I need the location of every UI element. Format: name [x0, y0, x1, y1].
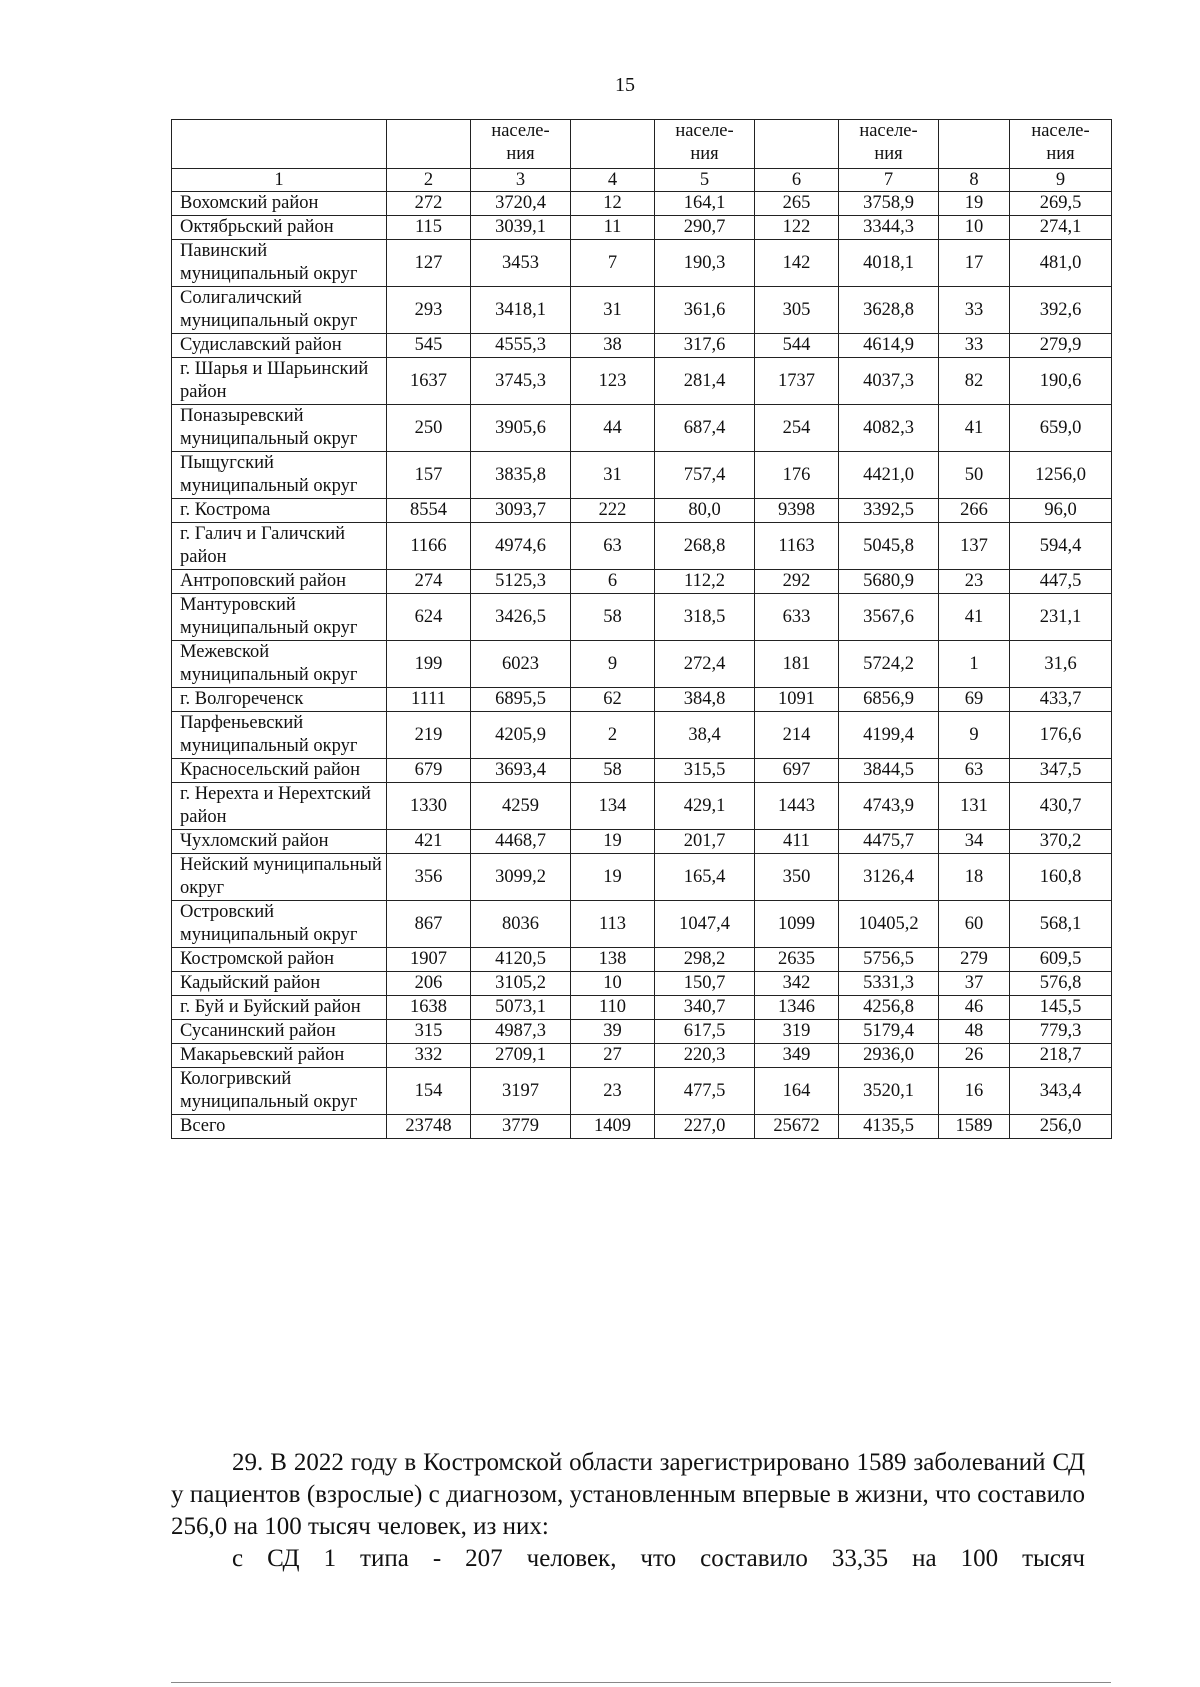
- value-cell: 62: [571, 688, 655, 712]
- header-cell: [571, 120, 655, 169]
- value-cell: 430,7: [1010, 783, 1112, 830]
- district-name-cell: Кадыйский район: [172, 972, 387, 996]
- value-cell: 69: [939, 688, 1010, 712]
- table-row: [172, 287, 1112, 334]
- paragraph-type1: с СД 1 типа - 207 человек, что составило 33,35 на 100 тысяч: [232, 1545, 1085, 1572]
- value-cell: 281,4: [655, 358, 755, 405]
- district-name-cell: Чухломский район: [172, 830, 387, 854]
- value-cell: 4082,3: [839, 405, 939, 452]
- value-cell: 3745,3: [471, 358, 571, 405]
- value-cell: 31,6: [1010, 641, 1112, 688]
- value-cell: 633: [755, 594, 839, 641]
- table-row: [172, 901, 1112, 948]
- district-name-cell: Всего: [172, 1115, 387, 1139]
- value-cell: 3093,7: [471, 499, 571, 523]
- value-cell: 617,5: [655, 1020, 755, 1044]
- value-cell: 274,1: [1010, 216, 1112, 240]
- value-cell: 219: [387, 712, 471, 759]
- value-cell: 2709,1: [471, 1044, 571, 1068]
- value-cell: 110: [571, 996, 655, 1020]
- district-name-cell: Мантуровский муниципальный округ: [172, 594, 387, 641]
- value-cell: 157: [387, 452, 471, 499]
- value-cell: 1: [939, 641, 1010, 688]
- value-cell: 1047,4: [655, 901, 755, 948]
- value-cell: 18: [939, 854, 1010, 901]
- value-cell: 3628,8: [839, 287, 939, 334]
- value-cell: 176,6: [1010, 712, 1112, 759]
- value-cell: 6: [571, 570, 655, 594]
- value-cell: 164,1: [655, 192, 755, 216]
- value-cell: 160,8: [1010, 854, 1112, 901]
- value-cell: 80,0: [655, 499, 755, 523]
- value-cell: 44: [571, 405, 655, 452]
- value-cell: 3835,8: [471, 452, 571, 499]
- value-cell: 190,6: [1010, 358, 1112, 405]
- table-row: [172, 216, 1112, 240]
- value-cell: 23748: [387, 1115, 471, 1139]
- value-cell: 5680,9: [839, 570, 939, 594]
- value-cell: 315,5: [655, 759, 755, 783]
- value-cell: 609,5: [1010, 948, 1112, 972]
- value-cell: 1737: [755, 358, 839, 405]
- value-cell: 26: [939, 1044, 1010, 1068]
- header-cell: населе- ния: [839, 120, 939, 169]
- value-cell: 1111: [387, 688, 471, 712]
- column-number-cell: 4: [571, 169, 655, 192]
- value-cell: 9: [939, 712, 1010, 759]
- value-cell: 4743,9: [839, 783, 939, 830]
- value-cell: 3426,5: [471, 594, 571, 641]
- value-cell: 1166: [387, 523, 471, 570]
- value-cell: 279,9: [1010, 334, 1112, 358]
- value-cell: 165,4: [655, 854, 755, 901]
- value-cell: 1409: [571, 1115, 655, 1139]
- value-cell: 8036: [471, 901, 571, 948]
- value-cell: 4259: [471, 783, 571, 830]
- value-cell: 58: [571, 594, 655, 641]
- value-cell: 545: [387, 334, 471, 358]
- value-cell: 3520,1: [839, 1068, 939, 1115]
- value-cell: 3099,2: [471, 854, 571, 901]
- value-cell: 96,0: [1010, 499, 1112, 523]
- value-cell: 48: [939, 1020, 1010, 1044]
- value-cell: 318,5: [655, 594, 755, 641]
- value-cell: 25672: [755, 1115, 839, 1139]
- value-cell: 1091: [755, 688, 839, 712]
- value-cell: 370,2: [1010, 830, 1112, 854]
- district-name-cell: Красносельский район: [172, 759, 387, 783]
- value-cell: 10: [939, 216, 1010, 240]
- value-cell: 697: [755, 759, 839, 783]
- value-cell: 122: [755, 216, 839, 240]
- district-name-cell: Парфеньевский муниципальный округ: [172, 712, 387, 759]
- value-cell: 347,5: [1010, 759, 1112, 783]
- value-cell: 411: [755, 830, 839, 854]
- table-row: [172, 1020, 1112, 1044]
- value-cell: 1907: [387, 948, 471, 972]
- value-cell: 3720,4: [471, 192, 571, 216]
- value-cell: 58: [571, 759, 655, 783]
- table-row: [172, 830, 1112, 854]
- column-number-cell: 9: [1010, 169, 1112, 192]
- value-cell: 1330: [387, 783, 471, 830]
- district-name-cell: Нейский муниципальный округ: [172, 854, 387, 901]
- value-cell: 266: [939, 499, 1010, 523]
- value-cell: 17: [939, 240, 1010, 287]
- value-cell: 433,7: [1010, 688, 1112, 712]
- table-row: [172, 972, 1112, 996]
- header-cell: [172, 120, 387, 169]
- value-cell: 19: [571, 854, 655, 901]
- value-cell: 2: [571, 712, 655, 759]
- value-cell: 3844,5: [839, 759, 939, 783]
- district-name-cell: Островский муниципальный округ: [172, 901, 387, 948]
- value-cell: 867: [387, 901, 471, 948]
- value-cell: 222: [571, 499, 655, 523]
- district-name-cell: Поназыревский муниципальный округ: [172, 405, 387, 452]
- value-cell: 4987,3: [471, 1020, 571, 1044]
- value-cell: 250: [387, 405, 471, 452]
- table-row: [172, 192, 1112, 216]
- table-row: [172, 405, 1112, 452]
- table-row: [172, 1068, 1112, 1115]
- value-cell: 4555,3: [471, 334, 571, 358]
- value-cell: 272,4: [655, 641, 755, 688]
- value-cell: 1346: [755, 996, 839, 1020]
- value-cell: 218,7: [1010, 1044, 1112, 1068]
- value-cell: 3039,1: [471, 216, 571, 240]
- value-cell: 19: [939, 192, 1010, 216]
- body-text: [171, 1447, 1085, 1575]
- district-name-cell: Октябрьский район: [172, 216, 387, 240]
- value-cell: 38: [571, 334, 655, 358]
- district-name-cell: Пыщугский муниципальный округ: [172, 452, 387, 499]
- value-cell: 19: [571, 830, 655, 854]
- value-cell: 4199,4: [839, 712, 939, 759]
- value-cell: 268,8: [655, 523, 755, 570]
- value-cell: 33: [939, 334, 1010, 358]
- value-cell: 4256,8: [839, 996, 939, 1020]
- value-cell: 361,6: [655, 287, 755, 334]
- value-cell: 447,5: [1010, 570, 1112, 594]
- column-number-cell: 6: [755, 169, 839, 192]
- value-cell: 23: [939, 570, 1010, 594]
- value-cell: 5756,5: [839, 948, 939, 972]
- value-cell: 3693,4: [471, 759, 571, 783]
- value-cell: 256,0: [1010, 1115, 1112, 1139]
- table-row: [172, 854, 1112, 901]
- district-name-cell: г. Кострома: [172, 499, 387, 523]
- value-cell: 5331,3: [839, 972, 939, 996]
- value-cell: 190,3: [655, 240, 755, 287]
- value-cell: 1637: [387, 358, 471, 405]
- value-cell: 279: [939, 948, 1010, 972]
- value-cell: 27: [571, 1044, 655, 1068]
- bottom-rule: [171, 1682, 1111, 1683]
- value-cell: 11: [571, 216, 655, 240]
- value-cell: 392,6: [1010, 287, 1112, 334]
- value-cell: 34: [939, 830, 1010, 854]
- value-cell: 16: [939, 1068, 1010, 1115]
- column-number-cell: 1: [172, 169, 387, 192]
- value-cell: 41: [939, 594, 1010, 641]
- value-cell: 350: [755, 854, 839, 901]
- value-cell: 1256,0: [1010, 452, 1112, 499]
- value-cell: 131: [939, 783, 1010, 830]
- value-cell: 60: [939, 901, 1010, 948]
- paragraph-29: 29. В 2022 году в Костромской области зарегистрировано 1589 заболеваний СД у пациентов (взрослые) с диагнозом, установленным впервые в жизни, что составило 256,0 на 100 тысяч человек, из них:: [171, 1449, 1085, 1540]
- value-cell: 594,4: [1010, 523, 1112, 570]
- district-name-cell: г. Буй и Буйский район: [172, 996, 387, 1020]
- value-cell: 123: [571, 358, 655, 405]
- district-name-cell: Кологривский муниципальный округ: [172, 1068, 387, 1115]
- value-cell: 5125,3: [471, 570, 571, 594]
- value-cell: 10405,2: [839, 901, 939, 948]
- value-cell: 317,6: [655, 334, 755, 358]
- value-cell: 4475,7: [839, 830, 939, 854]
- header-cell: [755, 120, 839, 169]
- table-row: [172, 1044, 1112, 1068]
- district-name-cell: Антроповский район: [172, 570, 387, 594]
- value-cell: 112,2: [655, 570, 755, 594]
- district-name-cell: Сусанинский район: [172, 1020, 387, 1044]
- table-row: [172, 783, 1112, 830]
- table-row: [172, 452, 1112, 499]
- value-cell: 343,4: [1010, 1068, 1112, 1115]
- value-cell: 3779: [471, 1115, 571, 1139]
- value-cell: 481,0: [1010, 240, 1112, 287]
- value-cell: 5073,1: [471, 996, 571, 1020]
- district-name-cell: г. Шарья и Шарьинский район: [172, 358, 387, 405]
- value-cell: 4018,1: [839, 240, 939, 287]
- table-row: [172, 641, 1112, 688]
- value-cell: 138: [571, 948, 655, 972]
- value-cell: 429,1: [655, 783, 755, 830]
- value-cell: 384,8: [655, 688, 755, 712]
- value-cell: 214: [755, 712, 839, 759]
- value-cell: 4421,0: [839, 452, 939, 499]
- value-cell: 293: [387, 287, 471, 334]
- value-cell: 8554: [387, 499, 471, 523]
- value-cell: 37: [939, 972, 1010, 996]
- value-cell: 31: [571, 452, 655, 499]
- value-cell: 4974,6: [471, 523, 571, 570]
- value-cell: 41: [939, 405, 1010, 452]
- value-cell: 687,4: [655, 405, 755, 452]
- value-cell: 1443: [755, 783, 839, 830]
- statistics-table: [171, 119, 1112, 1139]
- value-cell: 274: [387, 570, 471, 594]
- value-cell: 2936,0: [839, 1044, 939, 1068]
- value-cell: 298,2: [655, 948, 755, 972]
- district-name-cell: Межевской муниципальный округ: [172, 641, 387, 688]
- value-cell: 142: [755, 240, 839, 287]
- value-cell: 342: [755, 972, 839, 996]
- value-cell: 544: [755, 334, 839, 358]
- value-cell: 290,7: [655, 216, 755, 240]
- value-cell: 269,5: [1010, 192, 1112, 216]
- page-number: 15: [615, 74, 635, 96]
- value-cell: 4037,3: [839, 358, 939, 405]
- value-cell: 4120,5: [471, 948, 571, 972]
- value-cell: 5045,8: [839, 523, 939, 570]
- value-cell: 4468,7: [471, 830, 571, 854]
- header-cell: населе- ния: [1010, 120, 1112, 169]
- value-cell: 1163: [755, 523, 839, 570]
- value-cell: 4135,5: [839, 1115, 939, 1139]
- district-name-cell: Судиславский район: [172, 334, 387, 358]
- value-cell: 779,3: [1010, 1020, 1112, 1044]
- value-cell: 659,0: [1010, 405, 1112, 452]
- district-name-cell: Костромской район: [172, 948, 387, 972]
- value-cell: 757,4: [655, 452, 755, 499]
- value-cell: 181: [755, 641, 839, 688]
- value-cell: 3126,4: [839, 854, 939, 901]
- value-cell: 9398: [755, 499, 839, 523]
- value-cell: 220,3: [655, 1044, 755, 1068]
- value-cell: 46: [939, 996, 1010, 1020]
- value-cell: 3453: [471, 240, 571, 287]
- value-cell: 332: [387, 1044, 471, 1068]
- value-cell: 227,0: [655, 1115, 755, 1139]
- value-cell: 2635: [755, 948, 839, 972]
- value-cell: 292: [755, 570, 839, 594]
- value-cell: 477,5: [655, 1068, 755, 1115]
- value-cell: 265: [755, 192, 839, 216]
- value-cell: 3197: [471, 1068, 571, 1115]
- column-number-cell: 5: [655, 169, 755, 192]
- value-cell: 231,1: [1010, 594, 1112, 641]
- value-cell: 12: [571, 192, 655, 216]
- value-cell: 624: [387, 594, 471, 641]
- value-cell: 23: [571, 1068, 655, 1115]
- value-cell: 568,1: [1010, 901, 1112, 948]
- value-cell: 31: [571, 287, 655, 334]
- value-cell: 115: [387, 216, 471, 240]
- table-row: [172, 948, 1112, 972]
- value-cell: 137: [939, 523, 1010, 570]
- value-cell: 5179,4: [839, 1020, 939, 1044]
- value-cell: 10: [571, 972, 655, 996]
- table-row: [172, 570, 1112, 594]
- table-row: [172, 759, 1112, 783]
- table-row: [172, 712, 1112, 759]
- value-cell: 113: [571, 901, 655, 948]
- value-cell: 3758,9: [839, 192, 939, 216]
- value-cell: 1099: [755, 901, 839, 948]
- value-cell: 340,7: [655, 996, 755, 1020]
- value-cell: 3567,6: [839, 594, 939, 641]
- header-row-numbers: [172, 169, 1112, 192]
- table-row: [172, 499, 1112, 523]
- table-row: [172, 594, 1112, 641]
- value-cell: 154: [387, 1068, 471, 1115]
- value-cell: 576,8: [1010, 972, 1112, 996]
- table-row: [172, 688, 1112, 712]
- value-cell: 6023: [471, 641, 571, 688]
- value-cell: 272: [387, 192, 471, 216]
- district-name-cell: г. Галич и Галичский район: [172, 523, 387, 570]
- district-name-cell: Солигаличский муниципальный округ: [172, 287, 387, 334]
- value-cell: 349: [755, 1044, 839, 1068]
- value-cell: 1638: [387, 996, 471, 1020]
- header-cell: населе- ния: [471, 120, 571, 169]
- district-name-cell: г. Волгореченск: [172, 688, 387, 712]
- column-number-cell: 7: [839, 169, 939, 192]
- value-cell: 679: [387, 759, 471, 783]
- value-cell: 421: [387, 830, 471, 854]
- column-number-cell: 8: [939, 169, 1010, 192]
- value-cell: 3905,6: [471, 405, 571, 452]
- value-cell: 319: [755, 1020, 839, 1044]
- header-row-units: [172, 120, 1112, 169]
- value-cell: 127: [387, 240, 471, 287]
- value-cell: 9: [571, 641, 655, 688]
- value-cell: 63: [939, 759, 1010, 783]
- value-cell: 254: [755, 405, 839, 452]
- value-cell: 176: [755, 452, 839, 499]
- value-cell: 150,7: [655, 972, 755, 996]
- value-cell: 6895,5: [471, 688, 571, 712]
- header-cell: населе- ния: [655, 120, 755, 169]
- value-cell: 5724,2: [839, 641, 939, 688]
- value-cell: 3344,3: [839, 216, 939, 240]
- table-row: [172, 334, 1112, 358]
- table-row: [172, 996, 1112, 1020]
- table-row: [172, 240, 1112, 287]
- value-cell: 6856,9: [839, 688, 939, 712]
- value-cell: 7: [571, 240, 655, 287]
- table-row: [172, 1115, 1112, 1139]
- value-cell: 315: [387, 1020, 471, 1044]
- value-cell: 164: [755, 1068, 839, 1115]
- district-name-cell: Макарьевский район: [172, 1044, 387, 1068]
- table-row: [172, 523, 1112, 570]
- value-cell: 145,5: [1010, 996, 1112, 1020]
- column-number-cell: 2: [387, 169, 471, 192]
- district-name-cell: Вохомский район: [172, 192, 387, 216]
- column-number-cell: 3: [471, 169, 571, 192]
- value-cell: 4614,9: [839, 334, 939, 358]
- value-cell: 38,4: [655, 712, 755, 759]
- header-cell: [939, 120, 1010, 169]
- district-name-cell: Павинский муниципальный округ: [172, 240, 387, 287]
- value-cell: 3418,1: [471, 287, 571, 334]
- value-cell: 82: [939, 358, 1010, 405]
- value-cell: 356: [387, 854, 471, 901]
- value-cell: 33: [939, 287, 1010, 334]
- value-cell: 199: [387, 641, 471, 688]
- value-cell: 1589: [939, 1115, 1010, 1139]
- value-cell: 4205,9: [471, 712, 571, 759]
- value-cell: 206: [387, 972, 471, 996]
- value-cell: 134: [571, 783, 655, 830]
- value-cell: 3392,5: [839, 499, 939, 523]
- table-row: [172, 358, 1112, 405]
- value-cell: 63: [571, 523, 655, 570]
- header-cell: [387, 120, 471, 169]
- value-cell: 201,7: [655, 830, 755, 854]
- district-name-cell: г. Нерехта и Нерехтский район: [172, 783, 387, 830]
- value-cell: 305: [755, 287, 839, 334]
- value-cell: 50: [939, 452, 1010, 499]
- value-cell: 3105,2: [471, 972, 571, 996]
- value-cell: 39: [571, 1020, 655, 1044]
